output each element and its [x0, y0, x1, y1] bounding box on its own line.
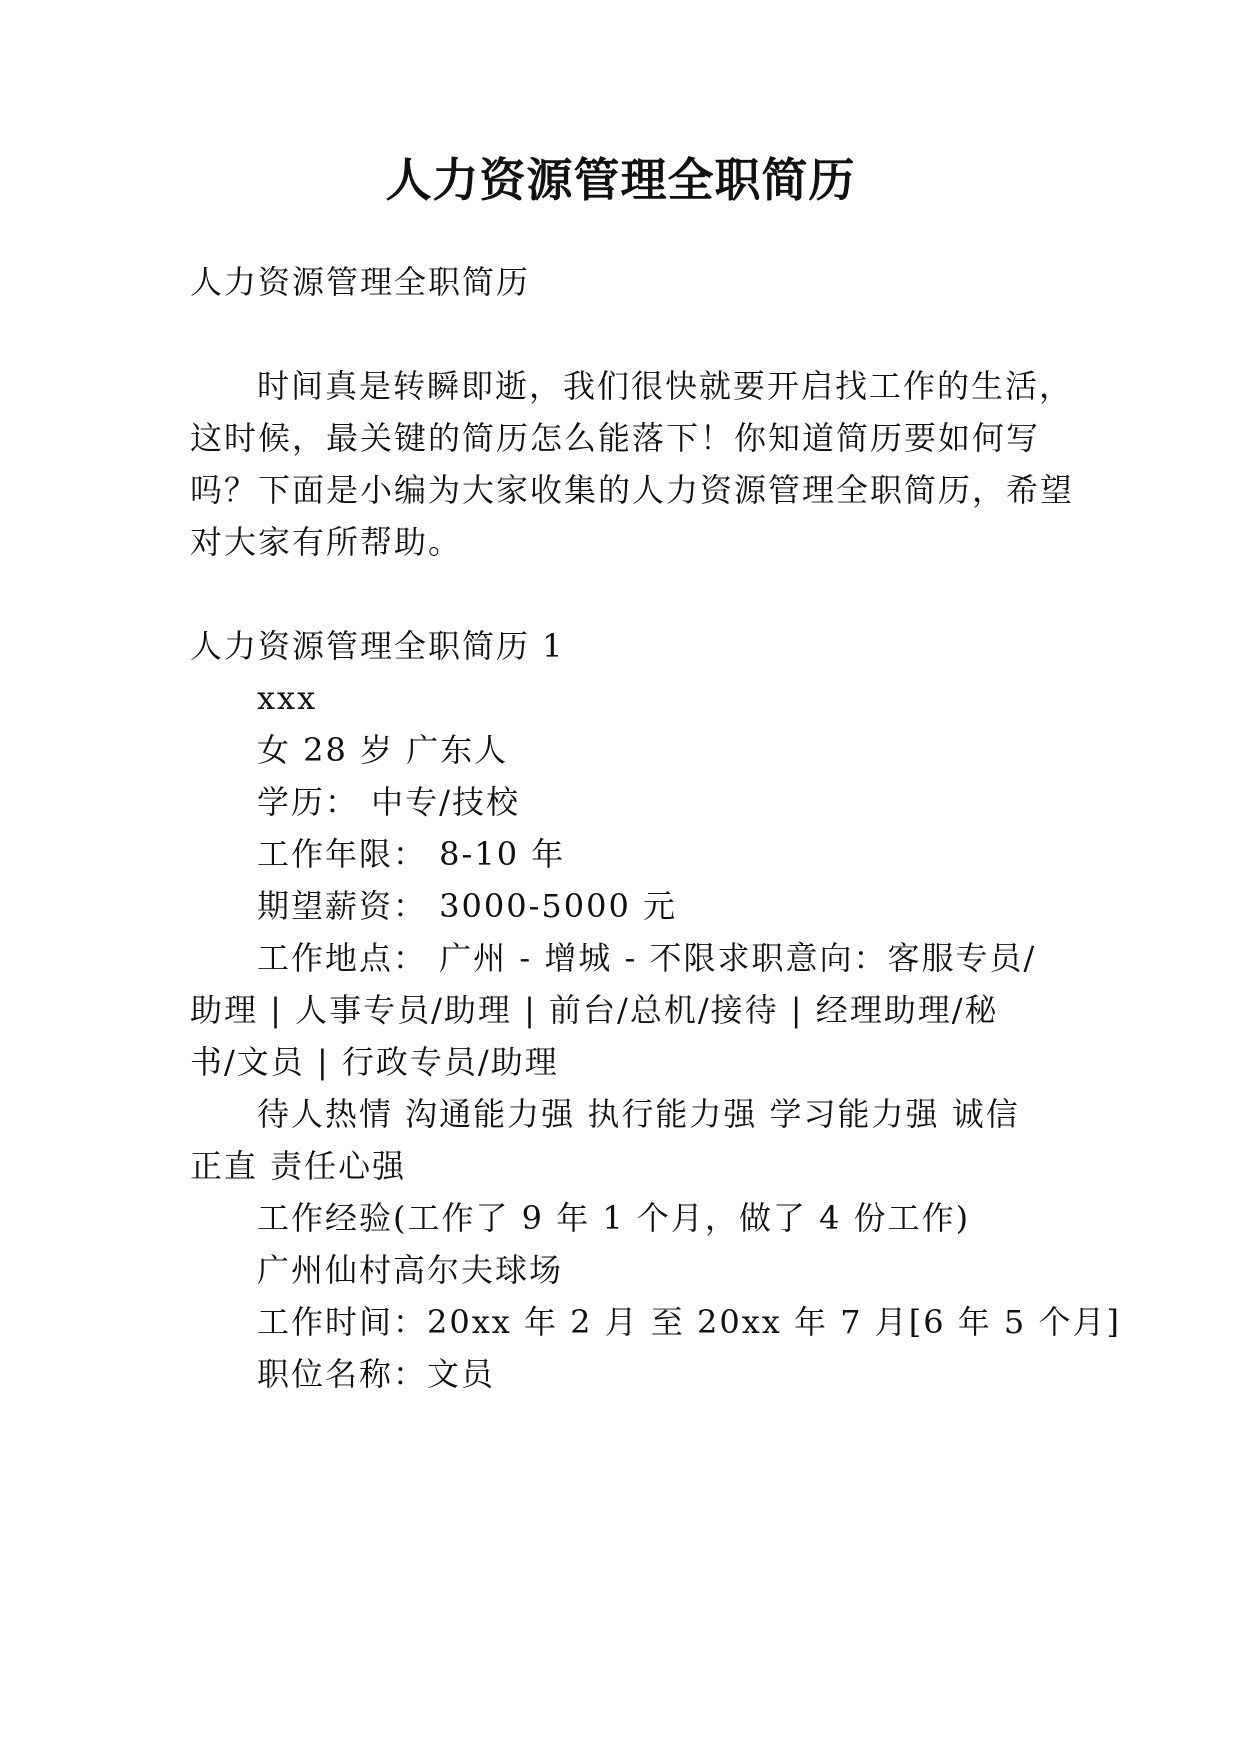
intro-line: 这时候，最关键的简历怎么能落下！你知道简历要如何写 [190, 419, 1041, 457]
resume-location-line: 书/文员 | 行政专员/助理 [190, 1043, 559, 1081]
resume-experience-summary: 工作经验(工作了 9 年 1 个月，做了 4 份工作) [257, 1199, 971, 1237]
resume-years: 工作年限： 8-10 年 [257, 835, 566, 873]
subtitle: 人力资源管理全职简历 [190, 263, 531, 301]
resume-location-line: 助理 | 人事专员/助理 | 前台/总机/接待 | 经理助理/秘 [190, 991, 999, 1029]
resume-basic-info: 女 28 岁 广东人 [257, 731, 509, 769]
intro-line: 吗？下面是小编为大家收集的人力资源管理全职简历，希望 [190, 471, 1075, 509]
resume-traits-line: 待人热情 沟通能力强 执行能力强 学习能力强 诚信 [257, 1095, 1020, 1133]
resume-company: 广州仙村高尔夫球场 [257, 1251, 564, 1289]
resume-location-line: 工作地点： 广州 - 增城 - 不限求职意向：客服专员/ [257, 939, 1037, 977]
document-title: 人力资源管理全职简历 [385, 153, 856, 207]
resume-work-time: 工作时间：20xx 年 2 月 至 20xx 年 7 月[6 年 5 个月] [257, 1303, 1121, 1341]
intro-line: 对大家有所帮助。 [190, 523, 463, 561]
resume-name: xxx [257, 679, 318, 717]
section-heading: 人力资源管理全职简历 1 [190, 627, 565, 665]
intro-line: 时间真是转瞬即逝，我们很快就要开启找工作的生活， [257, 367, 1074, 405]
resume-salary: 期望薪资： 3000-5000 元 [257, 887, 678, 925]
resume-education: 学历： 中专/技校 [257, 783, 520, 821]
resume-traits-line: 正直 责任心强 [190, 1147, 407, 1185]
resume-position: 职位名称：文员 [257, 1355, 496, 1393]
